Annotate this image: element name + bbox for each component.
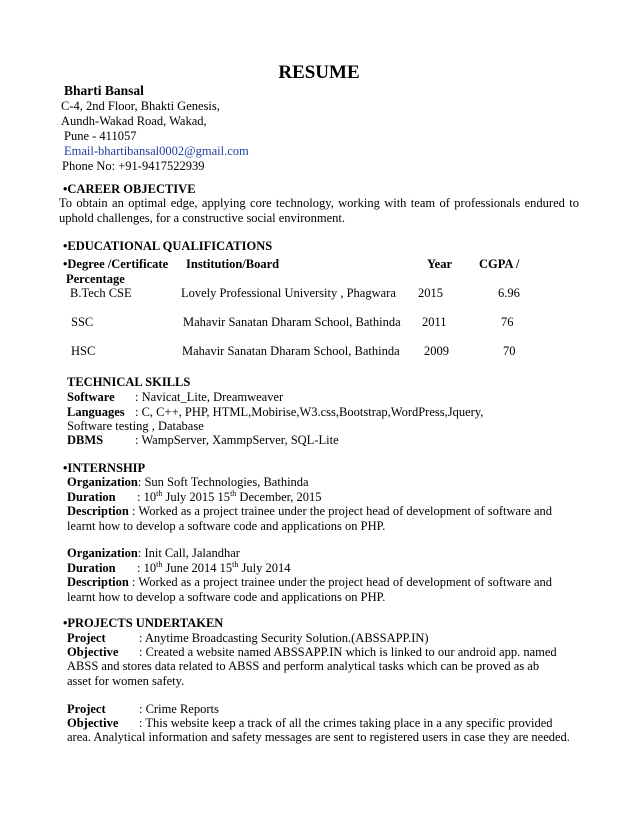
internship-description (67, 504, 552, 534)
org-label: Organization (67, 475, 138, 489)
edu-degree: SSC (71, 315, 94, 329)
dbms-label: DBMS (67, 433, 104, 447)
career-objective-heading-text: CAREER OBJECTIVE (67, 182, 196, 196)
edu-year: 2015 (418, 286, 443, 300)
duration-label: Duration (67, 490, 116, 504)
edu-score: 70 (503, 344, 516, 358)
objective-continued: ABSS and stores data related to ABSS and perform analytical tasks which can be proved as ab asset for women safety. (67, 659, 540, 688)
internship-heading (63, 461, 145, 476)
candidate-name: Bharti Bansal (64, 83, 144, 98)
address-line-2: Aundh-Wakad Road, Wakad, (61, 114, 207, 128)
skills-heading: TECHNICAL SKILLS (67, 375, 191, 389)
projects-heading (63, 616, 223, 631)
duration-value: : 10th July 2015 15th December, 2015 (137, 488, 322, 504)
career-objective-text: To obtain an optimal edge, applying core technology, working with team of professionals endured to uphold challenges, for a constructive social environment. (59, 196, 579, 225)
edu-degree: B.Tech CSE (70, 286, 132, 300)
objective-value: : This website keep a track of all the crimes taking place in a any specific provided (139, 716, 553, 730)
col-degree-header (63, 257, 168, 272)
page-title: RESUME (278, 62, 360, 83)
edu-score: 76 (501, 315, 514, 329)
software-value: : Navicat_Lite, Dreamweaver (135, 390, 284, 404)
education-heading (63, 239, 272, 254)
edu-year: 2009 (424, 344, 449, 358)
edu-score: 6.96 (498, 286, 520, 300)
languages-label: Languages (67, 405, 125, 419)
org-label: Organization (67, 546, 138, 560)
col-degree-header-text: Degree /Certificate (67, 257, 169, 271)
languages-value: : C, C++, PHP, HTML,Mobirise,W3.css,Bootstrap,WordPress,Jquery, (135, 405, 484, 419)
col-cgpa-header: CGPA / (479, 257, 520, 271)
duration-label: Duration (67, 561, 116, 575)
languages-continued: Software testing , Database (67, 419, 204, 433)
project-label: Project (67, 702, 106, 716)
objective-label: Objective (67, 645, 119, 659)
phone-number: Phone No: +91-9417522939 (62, 159, 205, 173)
project-value: : Crime Reports (139, 702, 219, 716)
description-text: : Worked as a project trainee under the project head of development of software and learnt how to develop a software code and applications on PHP. (67, 504, 552, 533)
address-line-3: Pune - 411057 (64, 129, 137, 143)
internship-org-line (67, 546, 240, 561)
software-label: Software (67, 390, 115, 404)
project-label: Project (67, 631, 106, 645)
education-heading-text: EDUCATIONAL QUALIFICATIONS (67, 239, 273, 253)
project-value: : Anytime Broadcasting Security Solution.(ABSSAPP.IN) (139, 631, 429, 645)
dbms-value: : WampServer, XammpServer, SQL-Lite (135, 433, 339, 447)
org-value: : Sun Soft Technologies, Bathinda (137, 475, 309, 489)
edu-institution: Mahavir Sanatan Dharam School, Bathinda (182, 344, 400, 358)
org-value: : Init Call, Jalandhar (137, 546, 240, 560)
description-label: Description (67, 575, 129, 589)
objective-continued: area. Analytical information and safety messages are sent to registered users in case they are needed. (67, 730, 570, 744)
email-link[interactable]: Email-bhartibansal0002@gmail.com (64, 144, 249, 158)
projects-heading-text: PROJECTS UNDERTAKEN (67, 616, 224, 630)
col-percentage-header: Percentage (66, 272, 125, 286)
objective-value: : Created a website named ABSSAPP.IN which is linked to our android app. named (139, 645, 557, 659)
edu-year: 2011 (422, 315, 447, 329)
internship-heading-text: INTERNSHIP (67, 461, 146, 475)
edu-institution: Mahavir Sanatan Dharam School, Bathinda (183, 315, 401, 329)
objective-label: Objective (67, 716, 119, 730)
internship-description (67, 575, 552, 605)
edu-degree: HSC (71, 344, 96, 358)
career-objective-heading (63, 182, 196, 197)
description-label: Description (67, 504, 129, 518)
edu-institution: Lovely Professional University , Phagwara (181, 286, 396, 300)
col-institution-header: Institution/Board (186, 257, 280, 271)
address-line-1: C-4, 2nd Floor, Bhakti Genesis, (61, 99, 220, 113)
col-year-header: Year (427, 257, 452, 271)
internship-org-line (67, 475, 309, 490)
duration-value: : 10th June 2014 15th July 2014 (137, 559, 291, 575)
description-text: : Worked as a project trainee under the project head of development of software and learnt how to develop a software code and applications on PHP. (67, 575, 552, 604)
